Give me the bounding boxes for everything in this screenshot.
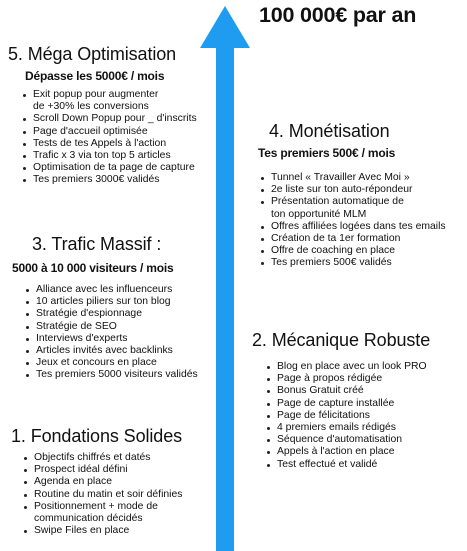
list-item: Bonus Gratuit créé [264, 385, 430, 397]
list-item: 10 articles piliers sur ton blog [23, 296, 198, 308]
list-item: Page de capture installée [264, 398, 430, 410]
list-item: Présentation automatique de [258, 196, 446, 208]
step-3-title: 3. Trafic Massif : [32, 234, 162, 254]
list-item: Stratégie d'espionnage [23, 308, 198, 320]
list-item: Positionnement + mode de [21, 501, 182, 513]
list-item: Objectifs chiffrés et datés [21, 452, 182, 464]
list-item: Blog en place avec un look PRO [264, 361, 430, 373]
list-item: 4 premiers emails rédigés [264, 422, 430, 434]
list-item: ton opportunité MLM [271, 208, 367, 220]
step-5-title: 5. Méga Optimisation [8, 44, 177, 64]
list-item: Exit popup pour augmenter [20, 89, 197, 101]
list-item: Tests de tes Appels à l'action [20, 138, 197, 150]
list-item: Agenda en place [21, 476, 182, 488]
list-item: Appels à l'action en place [264, 446, 430, 458]
list-item: Swipe Files en place [21, 525, 182, 537]
list-item: Offre de coaching en place [258, 245, 446, 257]
step-1-list [21, 452, 182, 537]
step-2-list [264, 361, 430, 471]
goal-title: 100 000€ par an [259, 3, 417, 27]
step-4-subtitle: Tes premiers 500€ / mois [258, 146, 396, 160]
list-item: Test effectué et validé [264, 459, 430, 471]
list-item: Interviews d'experts [23, 333, 198, 345]
step-5-block [8, 44, 197, 187]
step-1-title: 1. Fondations Solides [11, 426, 183, 446]
list-item: Articles invités avec backlinks [23, 345, 198, 357]
list-item: Création de ta 1er formation [258, 233, 446, 245]
step-4-block [258, 121, 446, 270]
list-item: Tunnel « Travailler Avec Moi » [258, 172, 446, 184]
list-item: Page de félicitations [264, 410, 430, 422]
list-item: Jeux et concours en place [23, 357, 198, 369]
step-5-list [20, 89, 197, 187]
step-3-block [12, 234, 198, 382]
step-2-title: 2. Mécanique Robuste [252, 330, 431, 350]
list-item: Scroll Down Popup pour _ d'inscrits [20, 113, 197, 125]
list-item: Optimisation de ta page de capture [20, 162, 197, 174]
list-item: Trafic x 3 via ton top 5 articles [20, 150, 197, 162]
list-item: Tes premiers 3000€ validés [20, 174, 197, 186]
step-4-title: 4. Monétisation [269, 121, 390, 141]
list-item: 2e liste sur ton auto-répondeur [258, 184, 446, 196]
list-item: Alliance avec les influenceurs [23, 284, 198, 296]
list-item: Stratégie de SEO [23, 321, 198, 333]
growth-arrow-icon [200, 6, 250, 551]
list-item: Offres affiliées logées dans tes emails [258, 221, 446, 233]
list-item: Routine du matin et soir définies [21, 489, 182, 501]
list-item: Page à propos rédigée [264, 373, 430, 385]
step-5-subtitle: Dépasse les 5000€ / mois [25, 69, 165, 83]
step-2-block [252, 330, 430, 471]
list-item: Prospect idéal défini [21, 464, 182, 476]
step-4-list [258, 172, 446, 270]
list-item: de +30% les conversions [33, 101, 149, 113]
list-item: Tes premiers 5000 visiteurs validés [23, 369, 198, 381]
list-item: Séquence d'automatisation [264, 434, 430, 446]
list-item: Tes premiers 500€ validés [258, 257, 446, 269]
step-1-block [11, 426, 182, 537]
list-item: communication décidés [34, 513, 143, 525]
step-3-subtitle: 5000 à 10 000 visiteurs / mois [12, 261, 174, 275]
step-3-list [23, 284, 198, 382]
list-item: Page d'accueil optimisée [20, 126, 197, 138]
